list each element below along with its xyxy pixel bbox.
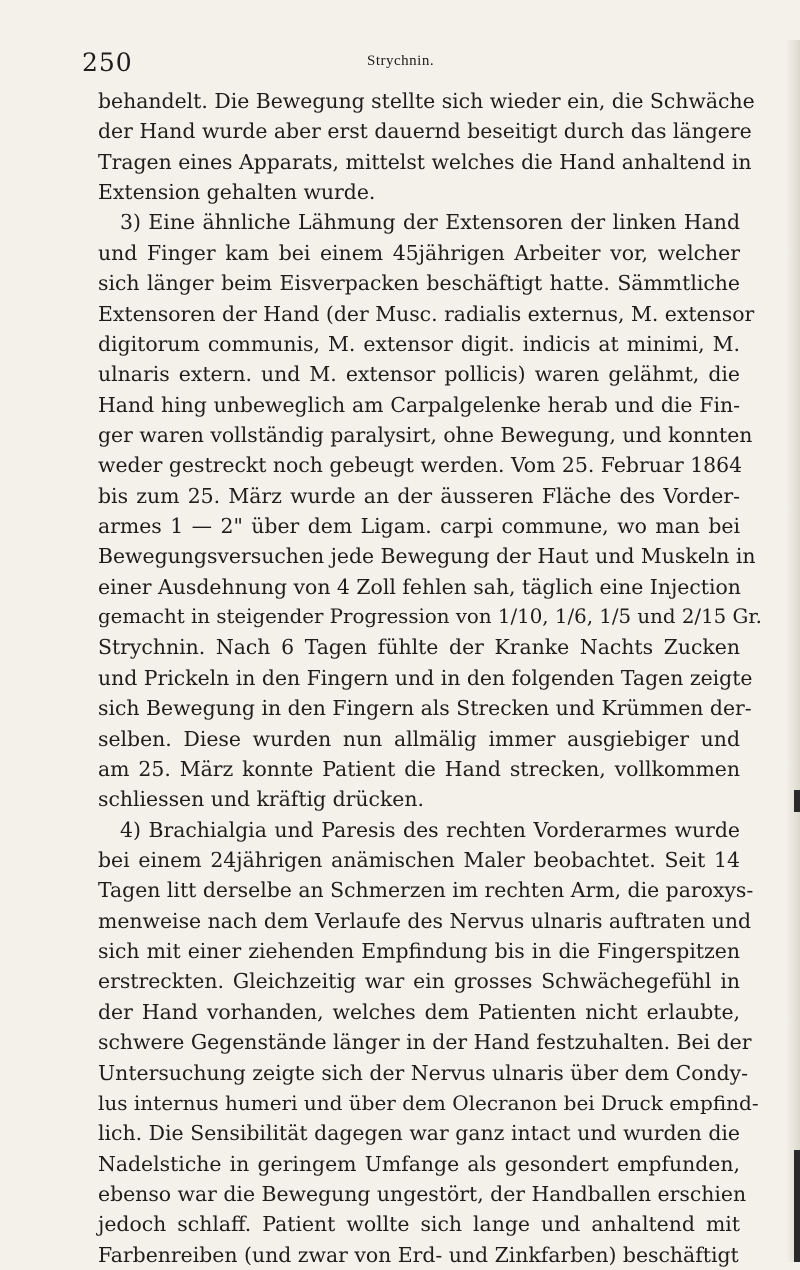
text-line: Bewegungsversuchen jede Bewegung der Haut und Muskeln in [98,544,756,569]
text-line: Extension gehalten wurde. [98,180,376,205]
text-line: 3) Eine ähnliche Lähmung der Extensoren der linken Hand [120,210,740,235]
text-line: behandelt. Die Bewegung stellte sich wieder ein, die Schwäche [98,89,755,113]
text-line: Nadelstiche in geringem Umfange als gesondert empfunden, [98,1151,740,1176]
text-line: Farbenreiben (und zwar von Erd- und Zinkfarben) beschäftigt [98,1242,739,1267]
page-edge-mark [794,1150,800,1262]
text-line: sich mit einer ziehenden Empfindung bis in die Fingerspitzen [98,939,740,964]
text-line: Tragen eines Apparats, mittelst welches die Hand anhaltend in [98,149,752,174]
text-line: der Hand vorhanden, welches dem Patienten nicht erlaubte, [98,999,740,1024]
text-line: Untersuchung zeigte sich der Nervus ulnaris über dem Condy- [98,1060,749,1085]
text-line: am 25. März konnte Patient die Hand strecken, vollkommen [98,756,740,781]
body-text [98,86,762,1270]
text-line: jedoch schlaff. Patient wollte sich lange und anhaltend mit [98,1212,740,1237]
page-edge-shadow [786,40,800,1262]
text-line: und Prickeln in den Fingern und in den folgenden Tagen zeigte [98,665,753,690]
text-line: sich länger beim Eisverpacken beschäftigt hatte. Sämmtliche [98,271,740,296]
text-line: ulnaris extern. und M. extensor pollicis) waren gelähmt, die [98,362,740,387]
text-line: gemacht in steigender Progression von 1/10, 1/6, 1/5 und 2/15 Gr. [98,605,762,629]
text-line: einer Ausdehnung von 4 Zoll fehlen sah, täglich eine Injection [98,574,741,599]
text-line: armes 1 — 2" über dem Ligam. carpi commune, wo man bei [98,514,740,539]
text-line: weder gestreckt noch gebeugt werden. Vom 25. Februar 1864 [98,453,743,478]
text-line: schwere Gegenstände länger in der Hand festzuhalten. Bei der [98,1030,752,1055]
text-line: 4) Brachialgia und Paresis des rechten Vorderarmes wurde [120,817,740,842]
text-line: der Hand wurde aber erst dauernd beseitigt durch das längere [98,119,752,144]
text-line: digitorum communis, M. extensor digit. indicis at minimi, M. [98,331,740,356]
text-line: sich Bewegung in den Fingern als Strecken und Krümmen der- [98,696,752,721]
text-line: Tagen litt derselbe an Schmerzen im rechten Arm, die paroxys- [98,878,754,903]
page-edge-mark [794,790,800,812]
text-line: Extensoren der Hand (der Musc. radialis externus, M. extensor [98,301,755,326]
text-line: Strychnin. Nach 6 Tagen fühlte der Kranke Nachts Zucken [98,635,740,660]
text-line: bis zum 25. März wurde an der äusseren Fläche des Vorder- [98,483,740,508]
text-line: und Finger kam bei einem 45jährigen Arbeiter vor, welcher [98,240,740,265]
text-line: menweise nach dem Verlaufe des Nervus ulnaris auftraten und [98,908,752,933]
text-line: lus internus humeri und über dem Olecranon bei Druck empfind- [98,1090,759,1115]
text-line: ebenso war die Bewegung ungestört, der Handballen erschien [98,1181,747,1206]
page-number: 250 [82,48,133,77]
text-line: bei einem 24jährigen anämischen Maler beobachtet. Seit 14 [98,847,740,872]
running-title: Strychnin. [367,53,435,69]
text-line: erstreckten. Gleichzeitig war ein grosses Schwächegefühl in [98,969,740,994]
text-line: schliessen und kräftig drücken. [98,787,424,812]
text-line: selben. Diese wurden nun allmälig immer ausgiebiger und [98,726,740,751]
text-line: lich. Die Sensibilität dagegen war ganz intact und wurden die [98,1121,740,1146]
text-line: ger waren vollständig paralysirt, ohne Bewegung, und konnten [98,422,753,447]
text-line: Hand hing unbeweglich am Carpalgelenke herab und die Fin- [98,392,740,417]
